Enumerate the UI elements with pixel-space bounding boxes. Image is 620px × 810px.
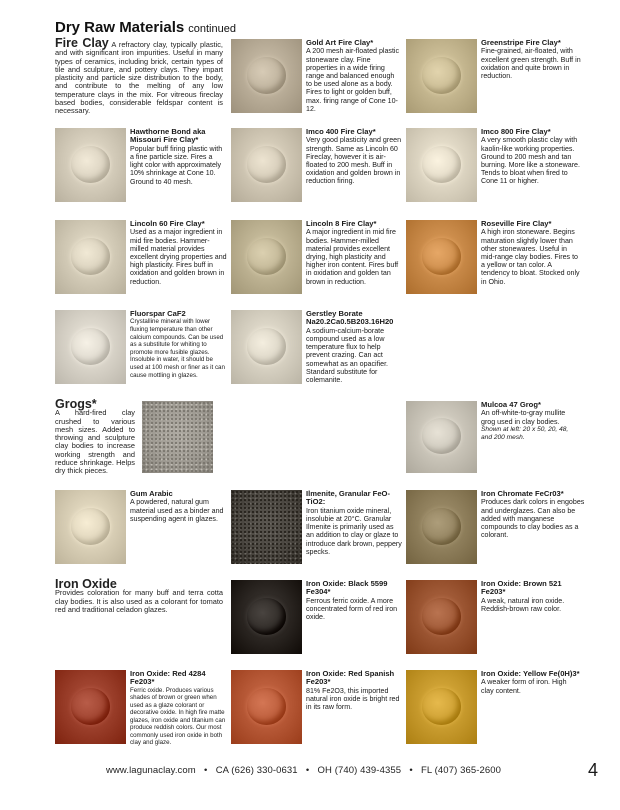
lincoln60-swatch: [55, 220, 126, 294]
powder-dimple: [422, 508, 462, 545]
gold-art-desc: A 200 mesh air-floated plastic stoneware clay. Fine properties in a wide firing range and balanced enough to be used alone as a body. Fires to light or golden buff, max. firing range of Cone 10-12.: [306, 47, 400, 113]
imco400-entry: [306, 128, 402, 186]
powder-dimple: [422, 598, 462, 635]
imco400-desc: Very good plasticity and green strength. Same as Lincoln 60 Fireclay, however it is air-floated to 200 mesh. Buff in oxidation and golden brown in reduction firing.: [306, 136, 402, 186]
redspanish-name: Iron Oxide: Red Spanish Fe203*: [306, 669, 395, 687]
gerstley-swatch: [231, 310, 302, 384]
powder-dimple: [71, 508, 111, 545]
fluorspar-swatch: [55, 310, 126, 384]
black5599-name: Iron Oxide: Black 5599 Fe304*: [306, 579, 388, 597]
iron-chromate-swatch: [406, 490, 477, 564]
brown521-swatch: [406, 580, 477, 654]
powder-dimple: [247, 146, 287, 183]
powder-dimple: [71, 328, 111, 365]
fluorspar-desc: Crystalline mineral with lower fluxing temperature than other calcium compounds. Can be used as a substitute for whiting to promote more fusible glazes. Insoluble in water, it should be used at 100 mesh or finer as it can cause mottling in glazes.: [130, 318, 225, 379]
red4284-desc: Ferric oxide. Produces various shades of brown or green when used as a glaze colorant or decorative oxide. In high fire matte glazes, iron oxide and titanium can produce reddish colors. Our most commonly used iron oxide in both clay and glaze.: [130, 686, 226, 747]
yellow-name: Iron Oxide: Yellow Fe(0H)3*: [481, 669, 580, 678]
title-suffix: continued: [188, 23, 236, 35]
lincoln8-entry: [306, 220, 402, 286]
powder-dimple: [422, 238, 462, 275]
title-text: Dry Raw Materials: [55, 19, 185, 36]
roseville-entry: [481, 220, 581, 286]
hawthorne-entry: [130, 128, 226, 186]
fire-clay-heading: Fire Clay: [55, 36, 109, 50]
black5599-desc: Ferrous ferric oxide. A more concentrated form of red iron oxide.: [306, 596, 398, 622]
gum-arabic-swatch: [55, 490, 126, 564]
redspanish-swatch: [231, 670, 302, 744]
brown521-desc: A weak, natural iron oxide. Reddish-brown raw color.: [481, 596, 565, 614]
gum-arabic-name: Gum Arabic: [130, 489, 173, 498]
gum-arabic-entry: [130, 490, 226, 523]
brown521-name: Iron Oxide: Brown 521 Fe203*: [481, 579, 562, 597]
yellow-swatch: [406, 670, 477, 744]
ilmenite-swatch: [231, 490, 302, 564]
red4284-name: Iron Oxide: Red 4284 Fe203*: [130, 669, 206, 687]
yellow-entry: [481, 670, 581, 695]
footer-contact: [106, 765, 526, 776]
page-title: [55, 19, 236, 36]
powder-dimple: [422, 57, 462, 94]
separator-dot: •: [409, 765, 413, 776]
iron-oxide-heading: Iron Oxide: [55, 577, 117, 591]
red4284-swatch: [55, 670, 126, 744]
powder-dimple: [247, 328, 287, 365]
black5599-swatch: [231, 580, 302, 654]
yellow-desc: A weaker form of iron. High clay content.: [481, 678, 567, 695]
gum-arabic-desc: A powdered, natural gum material used as a binder and suspending agent in glazes.: [130, 498, 224, 523]
fluorspar-name: Fluorspar CaF2: [130, 309, 186, 318]
imco800-desc: A very smooth plastic clay with kaolin-like working properties. Ground to 200 mesh and tan burning. More like a stoneware. Tends to bloat when fired to Cone 11 or higher.: [481, 136, 580, 186]
lincoln8-desc: A major ingredient in mid fire bodies. Hammer-milled material provides excellent drying, high plasticity and higher iron content. Fires buff in oxidation and golden tan brown in reduction.: [306, 228, 399, 286]
fire-clay-intro-text: A refractory clay, typically plastic, and with significant iron impurities. Useful in many types of ceramics, including brick, certain types of tile and sculpture, and pottery clays. They impart plasticity and particle size distribution to the body, and contribute to the melting of any low temperature clays in the mix. For vitreous fireclay based bodies, considerable feldspar content is necessary.: [55, 40, 223, 116]
powder-dimple: [247, 57, 287, 94]
grogs-section: [55, 397, 135, 476]
grogs-heading: Grogs*: [55, 397, 97, 411]
mulcoa-name: Mulcoa 47 Grog*: [481, 400, 541, 409]
phone-ca: CA (626) 330-0631: [215, 765, 298, 776]
fluorspar-entry: [130, 310, 226, 379]
greenstripe-desc: Fine-grained, air-floated, with excellent green strength. Buff in oxidation and quite brown in reduction.: [481, 47, 581, 81]
iron-chromate-desc: Produces dark colors in engobes and underglazes. Can also be added with manganese compounds to clay bodies as a colorant.: [481, 498, 585, 540]
powder-dimple: [422, 418, 462, 454]
separator-dot: •: [204, 765, 208, 776]
powder-dimple: [247, 238, 287, 275]
fire-clay-intro: [55, 36, 223, 116]
grogs-intro-text: A hard-fired clay crushed to various mesh sizes. Added to throwing and sculpture clay bodies to increase working strength and reduce shrinkage. Helps dry thick pieces.: [55, 408, 135, 476]
lincoln8-name: Lincoln 8 Fire Clay*: [306, 219, 377, 228]
lincoln60-entry: [130, 220, 228, 286]
powder-dimple: [422, 688, 462, 725]
imco800-name: Imco 800 Fire Clay*: [481, 127, 551, 136]
redspanish-entry: [306, 670, 402, 711]
redspanish-desc: 81% Fe2O3, this imported natural iron oxide is bright red in its raw form.: [306, 686, 400, 712]
imco400-swatch: [231, 128, 302, 202]
roseville-desc: A high iron stoneware. Begins maturation slightly lower than other stonewares. Useful in mid-range clay bodies. Fires to a yellow or tan color. A tendency to bloat. Stocked only in Ohio.: [481, 228, 580, 286]
iron-oxide-intro-text: Provides coloration for many buff and terra cotta clay bodies. It is also used as a colorant for tomato red and traditional celadon glazes.: [55, 588, 223, 614]
phone-oh: OH (740) 439-4355: [317, 765, 402, 776]
lincoln8-swatch: [231, 220, 302, 294]
lincoln60-name: Lincoln 60 Fire Clay*: [130, 219, 205, 228]
roseville-swatch: [406, 220, 477, 294]
mulcoa-swatch: [406, 401, 477, 473]
hawthorne-swatch: [55, 128, 126, 202]
page-number: 4: [588, 760, 599, 780]
powder-dimple: [247, 688, 287, 725]
iron-oxide-section: [55, 577, 223, 614]
gold-art-swatch: [231, 39, 302, 113]
black5599-entry: [306, 580, 402, 621]
powder-dimple: [71, 688, 111, 725]
gold-art-name: Gold Art Fire Clay*: [306, 38, 374, 47]
lincoln60-desc: Used as a major ingredient in mid fire bodies. Hammer-milled material provides excellent drying properties and high plasticity. Fires buff in oxidation and golden brown in reduction.: [130, 228, 227, 286]
greenstripe-swatch: [406, 39, 477, 113]
hawthorne-desc: Popular buff firing plastic with a fine particle size. Fires a light color with approximately 10% shrinkage at Cone 10. Ground to 40 mesh.: [130, 144, 223, 186]
imco800-swatch: [406, 128, 477, 202]
gerstley-name: Gerstley Borate Na20.2Ca0.5B203.16H20: [306, 309, 394, 327]
greenstripe-entry: [481, 39, 581, 80]
separator-dot: •: [305, 765, 310, 776]
gerstley-desc: A sodium-calcium-borate compound used as a low temperature flux to help prevent crazing. Can act somewhat as an opacifier. Standard substitute for colemanite.: [306, 326, 389, 385]
powder-dimple: [71, 146, 111, 183]
ilmenite-entry: [306, 490, 402, 556]
roseville-name: Roseville Fire Clay*: [481, 219, 552, 228]
hawthorne-name: Hawthorne Bond aka Missouri Fire Clay*: [130, 127, 206, 145]
mulcoa-entry: [481, 401, 581, 441]
mulcoa-desc: An off-white-to-gray mullite grog used in clay bodies.: [481, 409, 566, 426]
iron-chromate-entry: [481, 490, 585, 539]
ilmenite-name: Ilmenite, Granular FeO-TiO2:: [306, 489, 390, 507]
grog-swatch: [142, 401, 213, 473]
ilmenite-desc: Iron titanium oxide mineral, insolubie at 20°C. Granular Ilmenite is primarily used as an addition to clay or glaze to introduce dark brown, peppery specks.: [306, 506, 402, 556]
gold-art-entry: [306, 39, 402, 113]
imco800-entry: [481, 128, 581, 186]
mulcoa-note: Shown at left: 20 x 50, 20, 48, and 200 mesh.: [481, 425, 569, 441]
iron-chromate-name: Iron Chromate FeCr03*: [481, 489, 564, 498]
powder-dimple: [71, 238, 111, 275]
imco400-name: Imco 400 Fire Clay*: [306, 127, 376, 136]
powder-dimple: [247, 598, 287, 635]
gerstley-entry: [306, 310, 404, 384]
phone-fl: FL (407) 365-2600: [420, 765, 502, 776]
powder-dimple: [422, 146, 462, 183]
website-link[interactable]: www.lagunaclay.com: [106, 765, 196, 776]
brown521-entry: [481, 580, 581, 613]
red4284-entry: [130, 670, 226, 747]
greenstripe-name: Greenstripe Fire Clay*: [481, 38, 561, 47]
